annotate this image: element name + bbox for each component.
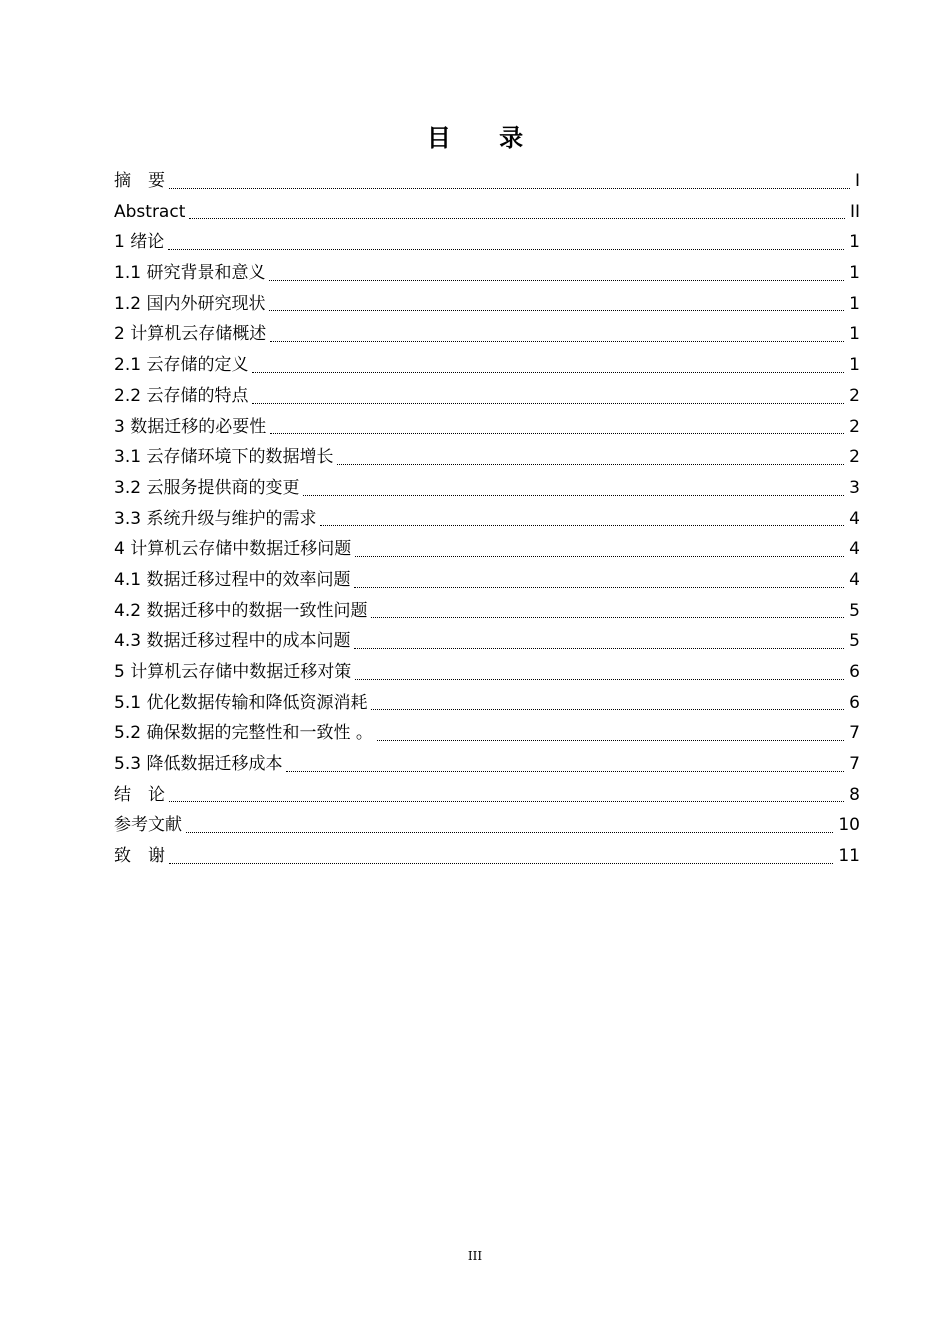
toc-entry-page: 8 — [849, 784, 860, 805]
toc-entry-label: 参考文献 — [114, 815, 182, 836]
toc-entry-page: 3 — [849, 477, 860, 498]
toc-entry-label: 1.1 研究背景和意义 — [114, 263, 266, 284]
toc-entry-label: 5 计算机云存储中数据迁移对策 — [114, 662, 352, 682]
dot-leader — [355, 555, 844, 557]
toc-entry-label: 致 谢 — [114, 846, 165, 867]
dot-leader — [169, 862, 833, 864]
dot-leader — [354, 586, 844, 588]
toc-entry-label: 2.2 云存储的特点 — [114, 385, 249, 406]
dot-leader — [186, 831, 833, 833]
toc-entry-label: 4.1 数据迁移过程中的效率问题 — [114, 569, 351, 590]
toc-entry-label: 2.1 云存储的定义 — [114, 355, 249, 376]
toc-entry-page: 6 — [849, 662, 860, 682]
toc-entry-acknowledgements[interactable] — [114, 841, 860, 872]
dot-leader — [269, 309, 844, 311]
toc-entry-3-2[interactable] — [114, 473, 860, 504]
toc-entry-page: 5 — [849, 631, 860, 652]
dot-leader — [270, 432, 844, 434]
dot-leader — [371, 708, 844, 710]
dot-leader — [252, 402, 844, 404]
toc-entry-page: 7 — [849, 754, 860, 775]
toc-entry-label: 1.2 国内外研究现状 — [114, 293, 266, 314]
dot-leader — [377, 739, 844, 741]
table-of-contents — [114, 166, 860, 872]
toc-entry-2[interactable] — [114, 319, 860, 350]
toc-entry-label: Abstract — [114, 201, 186, 222]
toc-entry-5-3[interactable] — [114, 749, 860, 780]
toc-entry-page: 1 — [849, 232, 860, 253]
toc-entry-4-2[interactable] — [114, 596, 860, 627]
toc-entry-label: 5.3 降低数据迁移成本 — [114, 754, 283, 775]
toc-entry-label: 1 绪论 — [114, 232, 165, 253]
toc-entry-1[interactable] — [114, 227, 860, 258]
toc-entry-page: 10 — [838, 815, 860, 836]
toc-entry-page: 7 — [849, 723, 860, 744]
toc-entry-label: 4.2 数据迁移中的数据一致性问题 — [114, 600, 368, 621]
toc-entry-page: 2 — [849, 416, 860, 437]
toc-entry-5[interactable] — [114, 657, 860, 688]
toc-title: 目 录 — [426, 124, 544, 152]
toc-entry-abstract-en[interactable] — [114, 197, 860, 228]
toc-entry-label: 5.2 确保数据的完整性和一致性 。 — [114, 723, 373, 744]
toc-entry-page: 4 — [849, 508, 860, 529]
toc-entry-page: 1 — [849, 324, 860, 345]
dot-leader — [303, 494, 844, 496]
toc-entry-conclusion[interactable] — [114, 780, 860, 811]
toc-entry-2-1[interactable] — [114, 350, 860, 381]
toc-entry-5-2[interactable] — [114, 718, 860, 749]
toc-entry-1-1[interactable] — [114, 258, 860, 289]
toc-entry-label: 结 论 — [114, 784, 165, 805]
toc-entry-references[interactable] — [114, 810, 860, 841]
toc-entry-page: 1 — [849, 263, 860, 284]
toc-entry-label: 3.2 云服务提供商的变更 — [114, 477, 300, 498]
page-number: III — [467, 1249, 483, 1263]
toc-entry-label: 3 数据迁移的必要性 — [114, 416, 267, 437]
toc-entry-page: 2 — [849, 385, 860, 406]
toc-entry-abstract-cn[interactable] — [114, 166, 860, 197]
toc-entry-label: 5.1 优化数据传输和降低资源消耗 — [114, 692, 368, 713]
toc-entry-page: 4 — [849, 539, 860, 560]
toc-entry-page: 11 — [838, 846, 860, 867]
dot-leader — [371, 616, 844, 618]
dot-leader — [320, 524, 844, 526]
toc-entry-label: 2 计算机云存储概述 — [114, 324, 267, 345]
toc-entry-label: 3.3 系统升级与维护的需求 — [114, 508, 317, 529]
toc-entry-5-1[interactable] — [114, 688, 860, 719]
toc-entry-page: 5 — [849, 600, 860, 621]
toc-entry-3[interactable] — [114, 412, 860, 443]
toc-entry-3-1[interactable] — [114, 442, 860, 473]
toc-entry-page: I — [854, 171, 860, 191]
dot-leader — [252, 371, 844, 373]
toc-entry-page: 6 — [849, 692, 860, 713]
toc-entry-4-1[interactable] — [114, 565, 860, 596]
dot-leader — [270, 340, 844, 342]
toc-entry-label: 摘 要 — [114, 171, 165, 191]
toc-entry-page: 2 — [849, 447, 860, 468]
toc-entry-label: 4.3 数据迁移过程中的成本问题 — [114, 631, 351, 652]
toc-entry-label: 4 计算机云存储中数据迁移问题 — [114, 539, 352, 560]
toc-entry-4-3[interactable] — [114, 626, 860, 657]
toc-entry-page: 4 — [849, 569, 860, 590]
dot-leader — [169, 187, 850, 189]
toc-entry-2-2[interactable] — [114, 381, 860, 412]
toc-entry-1-2[interactable] — [114, 289, 860, 320]
dot-leader — [354, 647, 844, 649]
toc-entry-3-3[interactable] — [114, 504, 860, 535]
toc-entry-page: II — [849, 201, 860, 222]
dot-leader — [189, 217, 845, 219]
dot-leader — [269, 279, 844, 281]
toc-entry-label: 3.1 云存储环境下的数据增长 — [114, 447, 334, 468]
dot-leader — [286, 770, 844, 772]
dot-leader — [337, 463, 844, 465]
toc-entry-page: 1 — [849, 355, 860, 376]
toc-entry-4[interactable] — [114, 534, 860, 565]
dot-leader — [169, 800, 844, 802]
dot-leader — [355, 678, 844, 680]
dot-leader — [168, 248, 844, 250]
toc-entry-page: 1 — [849, 293, 860, 314]
